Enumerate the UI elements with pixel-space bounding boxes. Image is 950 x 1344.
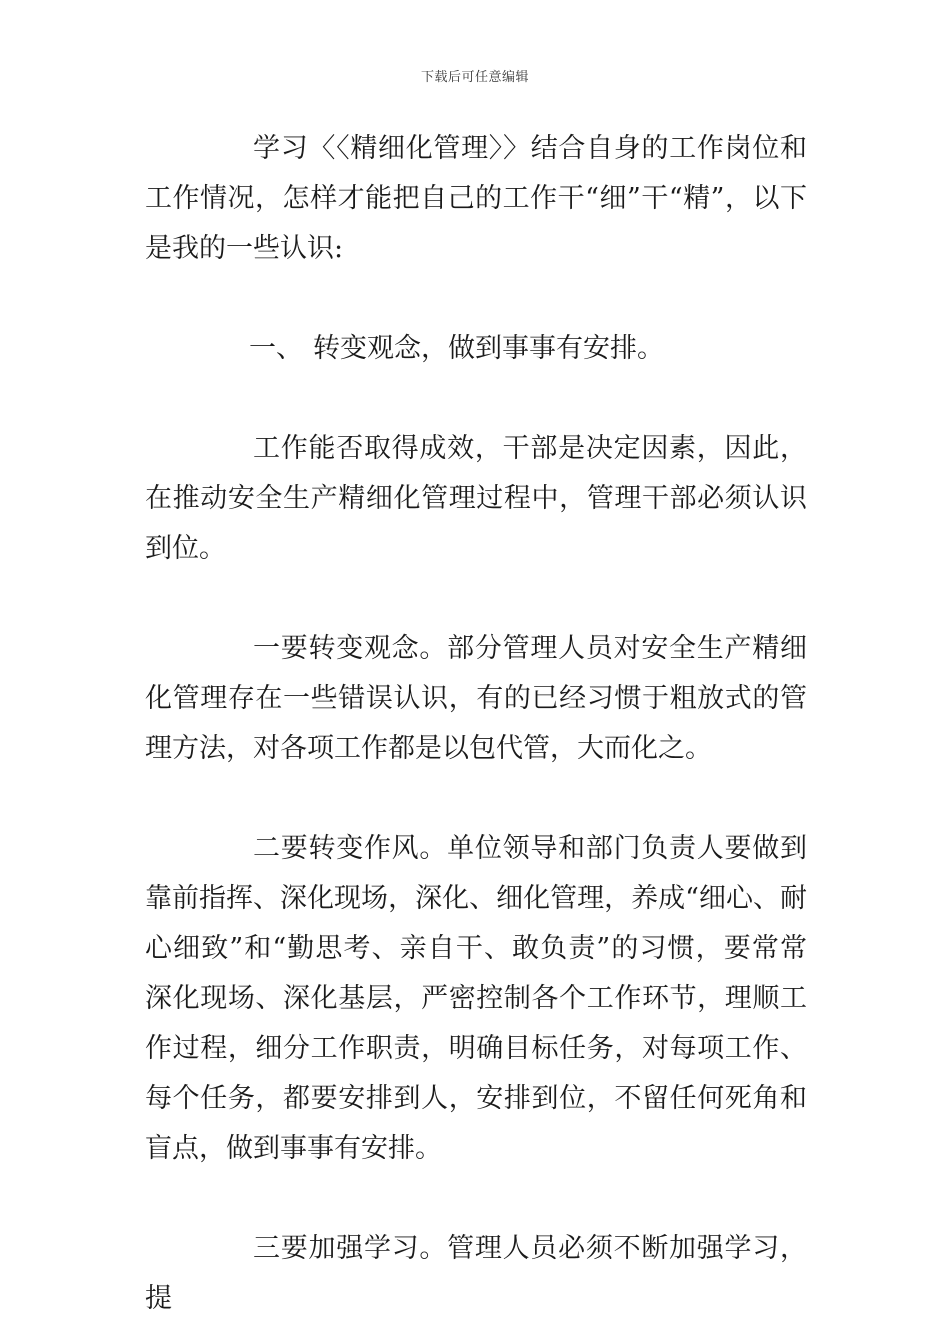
intro-paragraph: 学习〈〈精细化管理〉〉结合自身的工作岗位和工作情况，怎样才能把自己的工作干“细”干“精”，以下是我的一些认识:	[145, 133, 807, 264]
section-number: 一、	[249, 333, 303, 364]
paragraph-gap	[145, 1174, 807, 1224]
paragraph-gap	[145, 374, 807, 424]
body-paragraph-1: 工作能否取得成效，干部是决定因素，因此，在推动安全生产精细化管理过程中，管理干部必须认识到位。	[145, 433, 807, 564]
section-title: 转变观念，做到事事有安排。	[313, 333, 664, 364]
paragraph-gap	[145, 774, 807, 824]
section-heading	[145, 324, 807, 374]
paragraph-gap	[145, 574, 807, 624]
body-paragraph-2: 一要转变观念。部分管理人员对安全生产精细化管理存在一些错误认识，有的已经习惯于粗放式的管理方法，对各项工作都是以包代管，大而化之。	[145, 633, 807, 764]
document-body	[145, 124, 807, 1324]
paragraph-gap	[145, 274, 807, 324]
body-paragraph-3: 二要转变作风。单位领导和部门负责人要做到靠前指挥、深化现场，深化、细化管理，养成“细心、耐心细致”和“勤思考、亲自干、敢负责”的习惯，要常常深化现场、深化基层，严密控制各个工作环节，理顺工作过程，细分工作职责，明确目标任务，对每项工作、每个任务，都要安排到人，安排到位，不留任何死角和盲点，做到事事有安排。	[145, 833, 807, 1164]
page-header: 下载后可任意编辑	[420, 70, 529, 85]
body-paragraph-4: 三要加强学习。管理人员必须不断加强学习，提	[145, 1233, 807, 1314]
